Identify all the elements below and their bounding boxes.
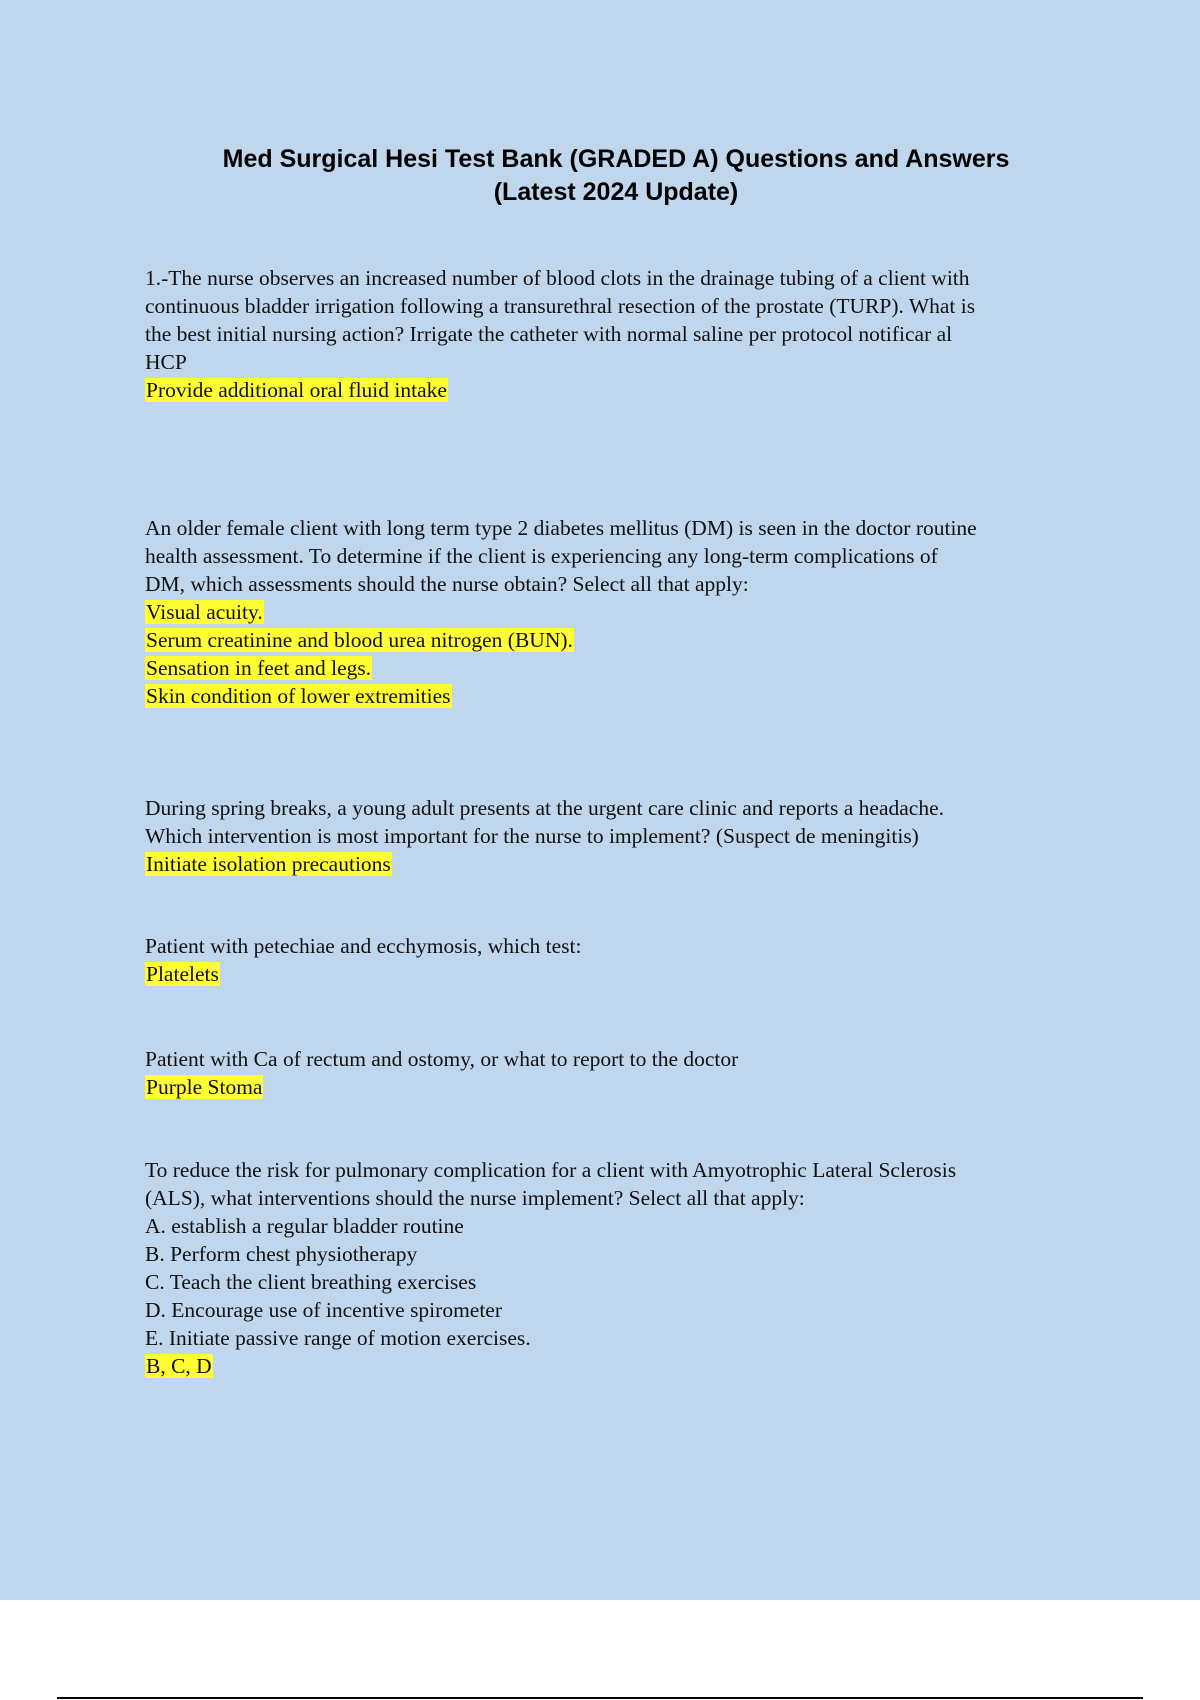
question-block bbox=[145, 932, 1090, 988]
answer-option: C. Teach the client breathing exercises bbox=[145, 1270, 477, 1294]
question-block bbox=[145, 514, 1090, 710]
question-text: During spring breaks, a young adult presents at the urgent care clinic and reports a headache. bbox=[145, 796, 944, 820]
answer-option: A. establish a regular bladder routine bbox=[145, 1214, 464, 1238]
answer-option: B. Perform chest physiotherapy bbox=[145, 1242, 418, 1266]
question-text: continuous bladder irrigation following a transurethral resection of the prostate (TURP). What is bbox=[145, 294, 976, 318]
question-block bbox=[145, 1045, 1090, 1101]
highlighted-answer: Sensation in feet and legs. bbox=[146, 656, 372, 680]
question-text: health assessment. To determine if the client is experiencing any long-term complications of bbox=[145, 544, 938, 568]
title-line: Med Surgical Hesi Test Bank (GRADED A) Questions and Answers bbox=[222, 145, 1010, 173]
question-text: To reduce the risk for pulmonary complication for a client with Amyotrophic Lateral Sclerosis bbox=[145, 1158, 957, 1182]
question-text: Patient with Ca of rectum and ostomy, or what to report to the doctor bbox=[145, 1047, 739, 1071]
question-text: Which intervention is most important for the nurse to implement? (Suspect de meningitis) bbox=[145, 824, 919, 848]
highlighted-answer: Initiate isolation precautions bbox=[146, 852, 391, 876]
highlighted-answer: Visual acuity. bbox=[146, 600, 263, 624]
footer-rule bbox=[57, 1697, 1143, 1699]
highlighted-answer: Platelets bbox=[146, 962, 219, 986]
question-text: HCP bbox=[145, 350, 187, 374]
highlighted-answer: Purple Stoma bbox=[146, 1075, 263, 1099]
question-block bbox=[145, 264, 1090, 404]
answer-option: D. Encourage use of incentive spirometer bbox=[145, 1298, 503, 1322]
question-block bbox=[145, 794, 1090, 878]
question-text: An older female client with long term type 2 diabetes mellitus (DM) is seen in the doctor routine bbox=[145, 516, 977, 540]
highlighted-answer: Provide additional oral fluid intake bbox=[146, 378, 447, 402]
answer-option: E. Initiate passive range of motion exercises. bbox=[145, 1326, 531, 1350]
question-text: (ALS), what interventions should the nurse implement? Select all that apply: bbox=[145, 1186, 805, 1210]
highlighted-answer: B, C, D bbox=[146, 1354, 212, 1378]
question-text: DM, which assessments should the nurse obtain? Select all that apply: bbox=[145, 572, 749, 596]
document-title bbox=[0, 143, 1200, 209]
title-line: (Latest 2024 Update) bbox=[493, 178, 739, 206]
question-text: the best initial nursing action? Irrigate the catheter with normal saline per protocol notificar al bbox=[145, 322, 953, 346]
question-block bbox=[145, 1156, 1090, 1380]
highlighted-answer: Serum creatinine and blood urea nitrogen (BUN). bbox=[146, 628, 573, 652]
question-text: Patient with petechiae and ecchymosis, which test: bbox=[145, 934, 582, 958]
highlighted-answer: Skin condition of lower extremities bbox=[146, 684, 451, 708]
question-text: 1.-The nurse observes an increased number of blood clots in the drainage tubing of a client with bbox=[145, 266, 970, 290]
